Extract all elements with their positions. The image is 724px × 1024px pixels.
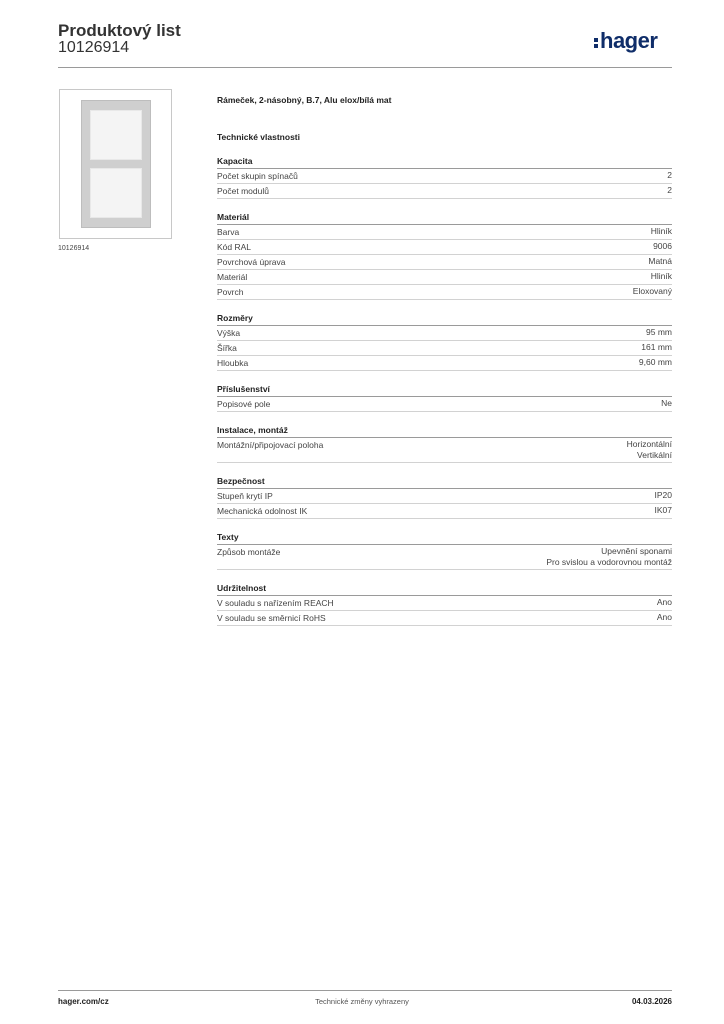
spec-row bbox=[217, 356, 672, 371]
spec-row bbox=[217, 270, 672, 285]
spec-value bbox=[648, 256, 672, 267]
spec-label: Montážní/připojovací poloha bbox=[217, 440, 324, 450]
section-title: Instalace, montáž bbox=[217, 424, 672, 438]
spec-value bbox=[651, 271, 672, 282]
spec-label: Barva bbox=[217, 227, 240, 237]
spec-row bbox=[217, 611, 672, 626]
section-title: Rozměry bbox=[217, 312, 672, 326]
spec-label: V souladu se směrnicí RoHS bbox=[217, 613, 326, 623]
spec-row bbox=[217, 596, 672, 611]
spec-value bbox=[661, 398, 672, 409]
spec-label: V souladu s nařízením REACH bbox=[217, 598, 334, 608]
footer-date: 04.03.2026 bbox=[631, 997, 672, 1006]
spec-value-line: Matná bbox=[648, 256, 672, 266]
spec-value bbox=[657, 612, 672, 623]
spec-value bbox=[667, 185, 672, 196]
spec-value-line: 9,60 mm bbox=[638, 357, 672, 367]
spec-content bbox=[217, 94, 672, 626]
spec-row bbox=[217, 504, 672, 519]
spec-value-line: Pro svislou a vodorovnou montáž bbox=[546, 557, 672, 567]
spec-label: Kód RAL bbox=[217, 242, 252, 252]
spec-row bbox=[217, 169, 672, 184]
spec-label: Popisové pole bbox=[217, 399, 271, 409]
spec-value bbox=[546, 546, 672, 568]
spec-label: Mechanická odolnost IK bbox=[217, 506, 308, 516]
spec-label: Stupeň krytí IP bbox=[217, 491, 273, 501]
footer-website: hager.com/cz bbox=[58, 997, 109, 1006]
image-caption: 10126914 bbox=[58, 245, 90, 252]
spec-section bbox=[217, 211, 672, 300]
logo-dots-icon bbox=[594, 37, 598, 49]
frame-picture bbox=[81, 100, 151, 228]
spec-label: Povrch bbox=[217, 287, 244, 297]
footer-divider bbox=[58, 990, 672, 991]
spec-label: Výška bbox=[217, 328, 241, 338]
spec-section bbox=[217, 582, 672, 626]
spec-section bbox=[217, 383, 672, 412]
spec-value-line: Ano bbox=[656, 612, 672, 622]
spec-value-line: IP20 bbox=[654, 490, 672, 500]
spec-value bbox=[646, 327, 672, 338]
spec-value-line: Ne bbox=[661, 398, 672, 408]
logo-text: hager bbox=[600, 28, 658, 53]
spec-row bbox=[217, 285, 672, 300]
section-title: Texty bbox=[217, 531, 672, 545]
header-divider bbox=[58, 67, 672, 68]
spec-value-line: 9006 bbox=[653, 241, 672, 251]
spec-row bbox=[217, 326, 672, 341]
spec-row bbox=[217, 255, 672, 270]
spec-section bbox=[217, 312, 672, 371]
spec-value-line: Eloxovaný bbox=[632, 286, 672, 296]
spec-row bbox=[217, 397, 672, 412]
product-number: 10126914 bbox=[58, 39, 130, 56]
product-image bbox=[59, 89, 172, 239]
spec-value-line: IK07 bbox=[654, 505, 672, 515]
section-title: Udržitelnost bbox=[217, 582, 672, 596]
spec-section bbox=[217, 475, 672, 519]
spec-value-line: 2 bbox=[667, 185, 672, 195]
section-title: Kapacita bbox=[217, 155, 672, 169]
spec-label: Hloubka bbox=[217, 358, 249, 368]
spec-row bbox=[217, 240, 672, 255]
spec-label: Šířka bbox=[217, 343, 237, 353]
spec-value bbox=[651, 226, 672, 237]
spec-value-line: Hliník bbox=[650, 226, 672, 236]
frame-opening-bottom bbox=[90, 168, 142, 218]
spec-value bbox=[639, 357, 672, 368]
spec-row bbox=[217, 184, 672, 199]
spec-value-line: 95 mm bbox=[646, 327, 672, 337]
spec-row bbox=[217, 438, 672, 463]
section-title: Bezpečnost bbox=[217, 475, 672, 489]
spec-value-line: Upevnění sponami bbox=[601, 546, 672, 556]
section-title: Příslušenství bbox=[217, 383, 672, 397]
spec-row bbox=[217, 489, 672, 504]
spec-row bbox=[217, 225, 672, 240]
spec-value bbox=[633, 286, 672, 297]
spec-value bbox=[653, 241, 672, 252]
footer-note: Technické změny vyhrazeny bbox=[315, 997, 409, 1006]
spec-value bbox=[641, 342, 672, 353]
section-title: Materiál bbox=[217, 211, 672, 225]
spec-label: Materiál bbox=[217, 272, 248, 282]
spec-value bbox=[657, 597, 672, 608]
frame-opening-top bbox=[90, 110, 142, 160]
hager-logo bbox=[594, 28, 657, 54]
spec-label: Povrchová úprava bbox=[217, 257, 286, 267]
spec-value bbox=[655, 505, 673, 516]
spec-section bbox=[217, 424, 672, 463]
spec-label: Počet modulů bbox=[217, 186, 269, 196]
spec-row bbox=[217, 545, 672, 570]
spec-value-line: Vertikální bbox=[637, 450, 672, 460]
spec-value-line: Ano bbox=[656, 597, 672, 607]
spec-row bbox=[217, 341, 672, 356]
spec-label: Počet skupin spínačů bbox=[217, 171, 298, 181]
spec-section bbox=[217, 531, 672, 570]
spec-value-line: Hliník bbox=[650, 271, 672, 281]
page-title: Produktový list bbox=[58, 21, 181, 40]
spec-label: Způsob montáže bbox=[217, 547, 281, 557]
spec-value bbox=[667, 170, 672, 181]
tech-heading: Technické vlastnosti bbox=[217, 132, 300, 142]
product-name: Rámeček, 2-násobný, B.7, Alu elox/bílá mat bbox=[217, 95, 392, 105]
spec-section bbox=[217, 155, 672, 199]
spec-value bbox=[627, 439, 672, 461]
spec-value-line: 2 bbox=[667, 170, 672, 180]
spec-value-line: 161 mm bbox=[641, 342, 672, 352]
spec-value-line: Horizontální bbox=[626, 439, 672, 449]
spec-value bbox=[655, 490, 673, 501]
spec-sections bbox=[217, 155, 672, 626]
